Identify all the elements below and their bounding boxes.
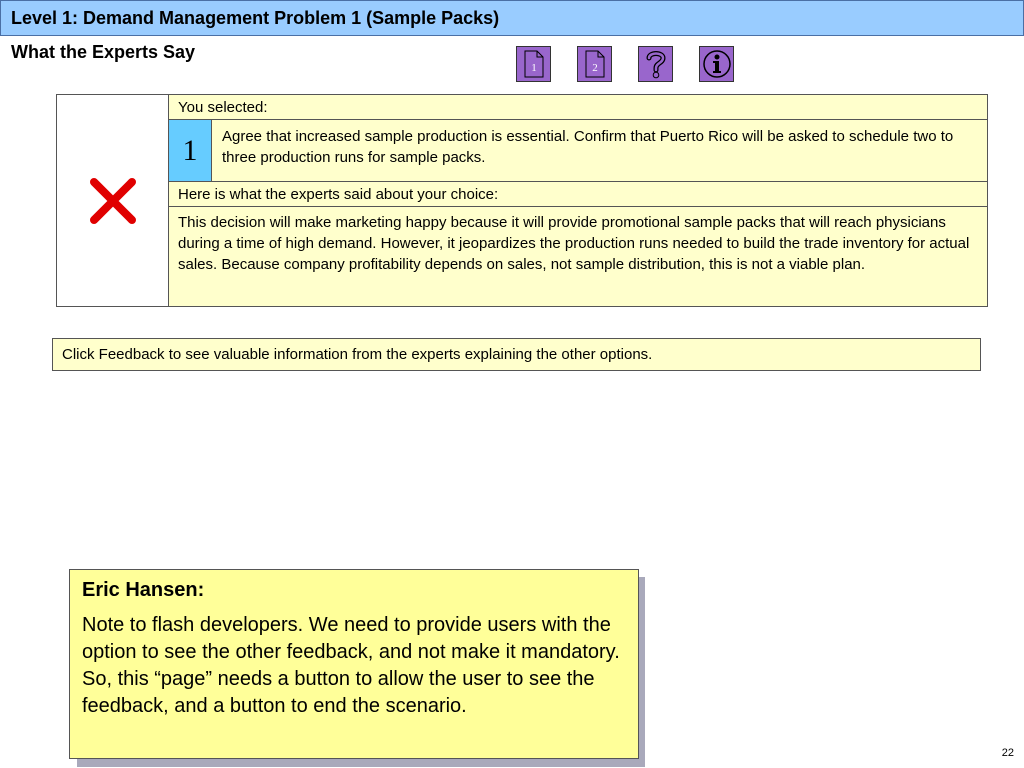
document-2-icon: [584, 50, 606, 78]
expert-feedback-text: This decision will make marketing happy because it will provide promotional sample packs that will reach physicians during a time of high demand. However, it jeopardizes the production runs needed to build the trade inventory for actual sales. Because company profitability depends on sales, not sample distribution, this is not a viable plan.: [178, 214, 970, 273]
page-2-button[interactable]: [577, 46, 612, 82]
choice-number: 1: [169, 120, 212, 181]
svg-text:2: 2: [591, 62, 598, 74]
title-bar: [0, 0, 1024, 36]
sticky-note-body: Note to flash developers. We need to provide users with the option to see the other feedback, and not make it mandatory. So, this “page” needs a button to allow the user to see the feedback, and a button to end the scenario.: [82, 614, 620, 717]
feedback-instruction: Click Feedback to see valuable information from the experts explaining the other options.: [52, 338, 981, 371]
page-1-button[interactable]: [516, 46, 551, 82]
result-indicator: [57, 95, 169, 306]
info-button[interactable]: [699, 46, 734, 82]
page-number: 22: [1001, 747, 1014, 759]
page-title: Level 1: Demand Management Problem 1 (Sample Packs): [11, 7, 500, 28]
experts-label: Here is what the experts said about your choice:: [169, 181, 987, 207]
you-selected-label: You selected:: [169, 95, 987, 120]
section-subtitle: What the Experts Say: [11, 42, 196, 62]
sticky-note: [69, 569, 639, 759]
svg-text:1: 1: [530, 62, 537, 74]
choice-text: Agree that increased sample production is essential. Confirm that Puerto Rico will be asked to schedule two to three production runs for sample packs.: [222, 128, 954, 166]
result-panel: [56, 94, 988, 307]
document-1-icon: [523, 50, 545, 78]
red-x-icon: [88, 176, 138, 226]
sticky-note-author: Eric Hansen:: [82, 579, 205, 601]
result-content: [169, 95, 987, 306]
question-icon: [644, 49, 668, 79]
info-icon: [702, 49, 732, 79]
help-button[interactable]: [638, 46, 673, 82]
